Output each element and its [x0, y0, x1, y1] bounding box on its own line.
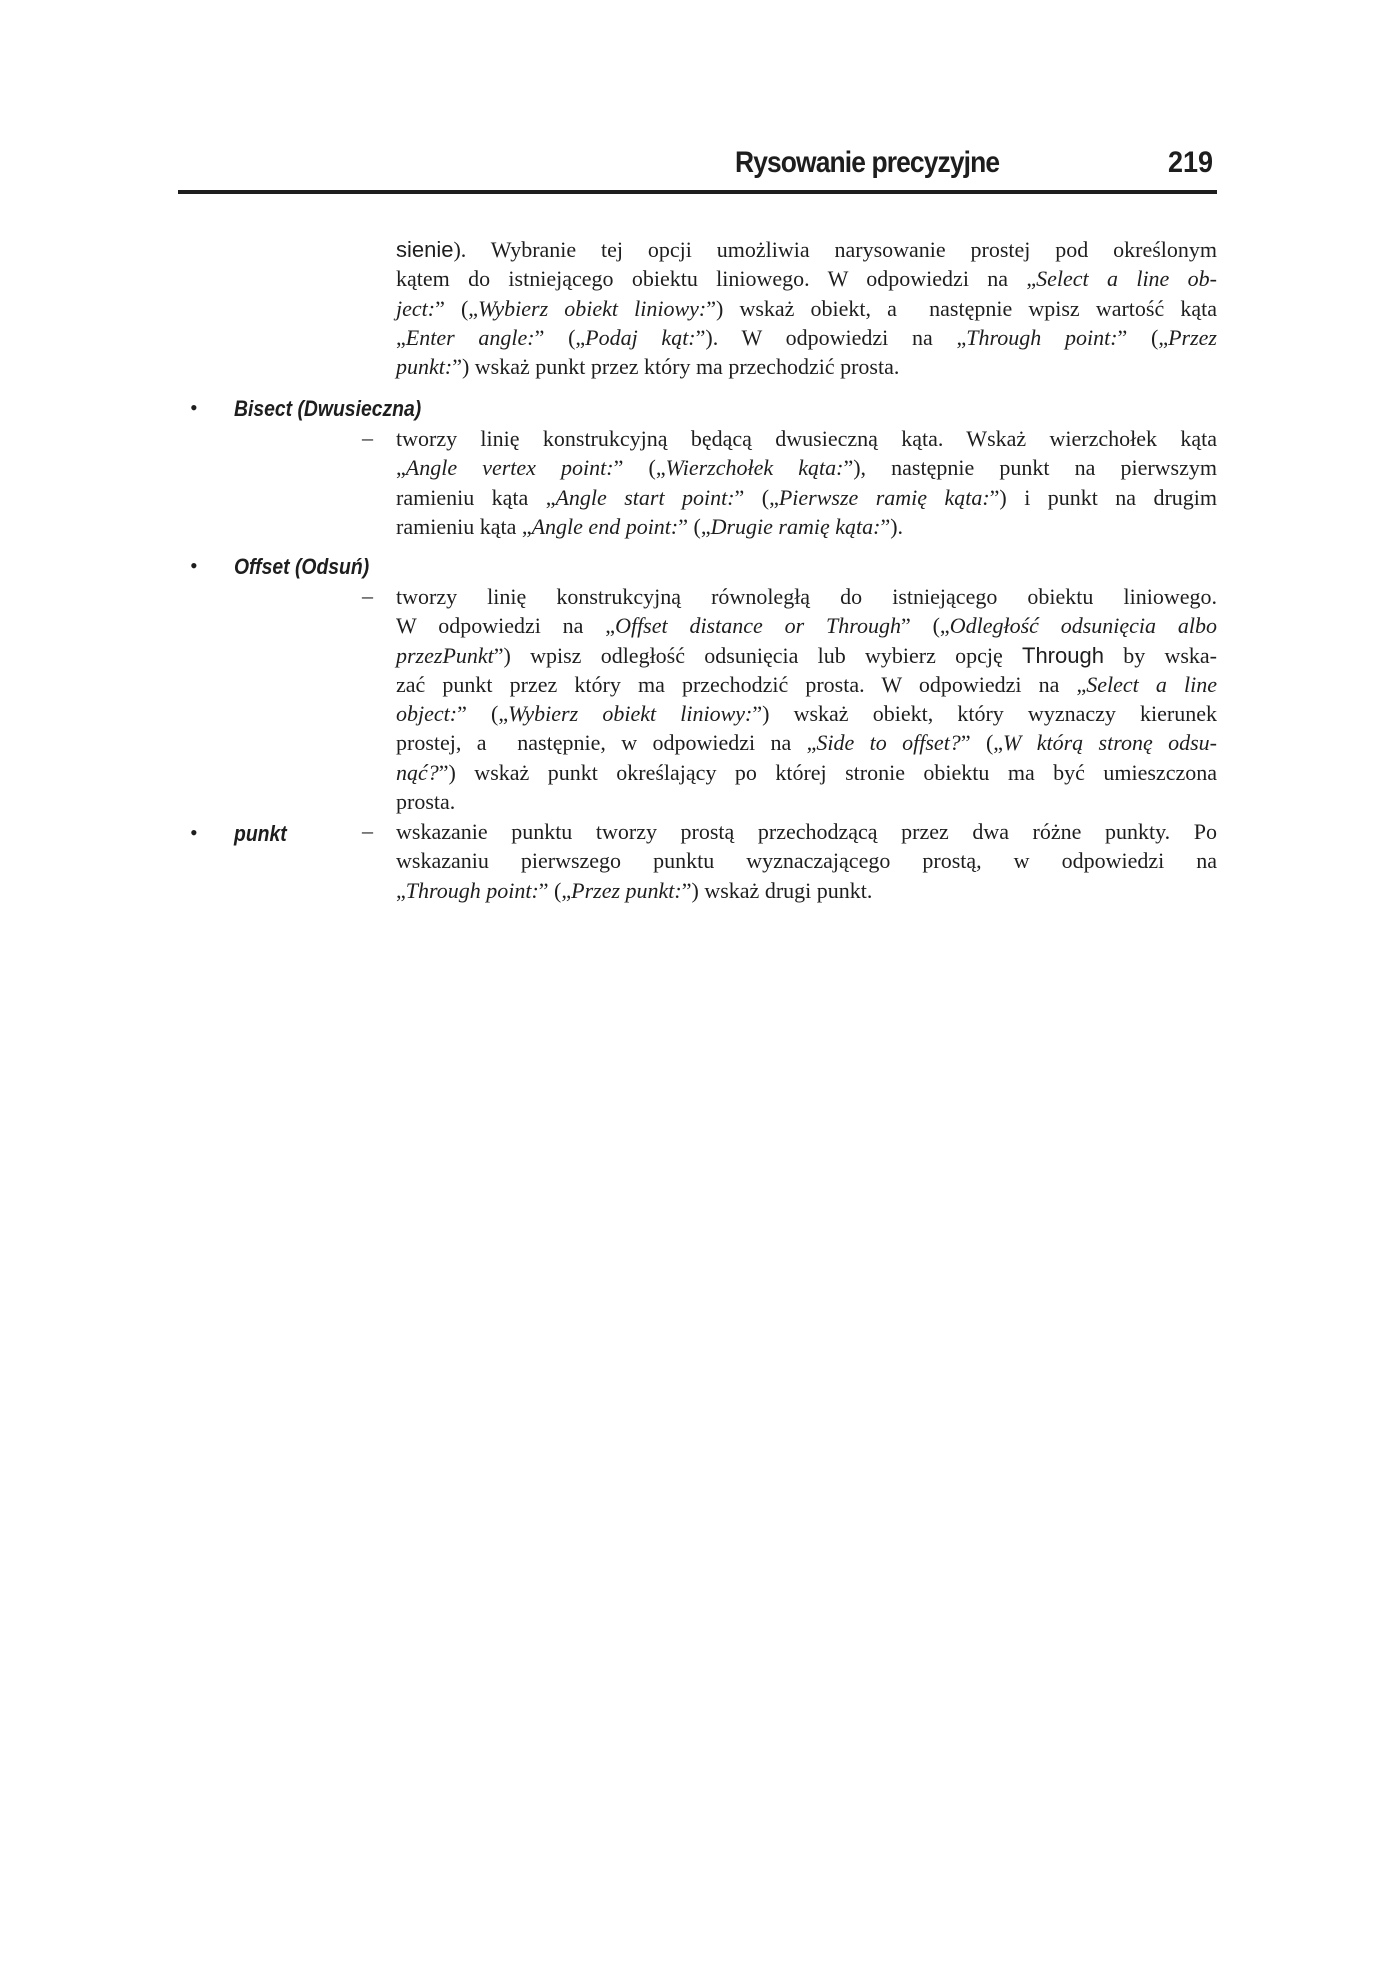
text-run: W odpowiedzi na „	[396, 613, 616, 639]
text-run: ”) wskaż obiekt, który wyznaczy kierunek	[752, 701, 1217, 727]
italic-phrase: Wybierz obiekt liniowy:	[478, 295, 707, 321]
text-run: ”) i punkt na drugim	[989, 484, 1218, 510]
italic-phrase: Through point:	[405, 877, 539, 903]
italic-phrase: Angle vertex point:	[405, 455, 614, 481]
italic-phrase: Przez	[1168, 324, 1217, 350]
text-run: ramieniu kąta „	[396, 484, 556, 510]
text-run: sienie	[396, 237, 454, 262]
text-line	[396, 641, 1217, 670]
text-run: wskazaniu pierwszego punktu wyznaczającego prostą, w odpowiedzi na	[396, 848, 1217, 874]
italic-phrase: Drugie ramię kąta:	[710, 513, 881, 539]
text-run: „	[396, 324, 406, 350]
italic-phrase: Offset distance or Through	[615, 613, 901, 639]
text-run: tworzy linię konstrukcyjną będącą dwusieczną kąta. Wskaż wierzchołek kąta	[396, 426, 1217, 451]
italic-phrase: punkt:	[396, 354, 453, 380]
italic-phrase: Wybierz obiekt liniowy:	[508, 701, 753, 727]
text-line	[396, 728, 1217, 757]
italic-phrase: Przez punkt:	[571, 877, 682, 903]
italic-phrase: W którą stronę odsu-	[1003, 730, 1218, 756]
text-line	[396, 453, 1217, 482]
text-line	[396, 582, 1217, 611]
text-run: ”) wskaż obiekt, a następnie wpisz wartość kąta	[706, 295, 1217, 321]
italic-phrase: Through point:	[966, 324, 1118, 350]
text-run: ” („	[457, 701, 509, 727]
text-run: ” („	[534, 324, 586, 350]
text-line	[396, 483, 1217, 512]
text-run: ” („	[1117, 324, 1169, 350]
text-run: ”) wpisz odległość odsunięcia lub wybierz opcję	[493, 642, 1022, 668]
text-line	[396, 352, 1217, 381]
italic-phrase: Angle start point:	[555, 484, 735, 510]
italic-phrase: Wierzchołek kąta:	[665, 455, 844, 481]
text-run: prosta.	[396, 789, 456, 815]
text-run: tworzy linię konstrukcyjną równoległą do istniejącego obiektu liniowego.	[396, 584, 1217, 609]
page-number: 219	[1167, 146, 1213, 179]
text-run: ” („	[960, 730, 1004, 756]
italic-phrase: Side to offset?	[816, 730, 961, 756]
italic-phrase: Select a line ob-	[1036, 266, 1217, 292]
running-title: Rysowanie precyzyjne	[734, 146, 999, 179]
dash: –	[362, 583, 373, 608]
italic-phrase: Angle end point:	[531, 513, 679, 539]
text-run: wskazanie punktu tworzy prostą przechodzącą przez dwa różne punkty. Po	[396, 819, 1217, 844]
bullet-icon: •	[190, 553, 198, 578]
italic-phrase: Select a line	[1086, 671, 1217, 697]
text-run: kątem do istniejącego obiektu liniowego. W odpowiedzi na „	[396, 266, 1037, 292]
text-run: by wska-	[1103, 642, 1218, 668]
text-line	[396, 846, 1217, 875]
italic-phrase: przezPunkt	[396, 642, 494, 668]
bullet-icon: •	[190, 395, 198, 420]
text-run: „	[396, 877, 406, 903]
definition-bisect	[396, 424, 1217, 541]
text-run: ” („	[538, 877, 572, 903]
text-line	[396, 611, 1217, 640]
text-run: ” („	[734, 484, 779, 510]
text-line	[396, 424, 1217, 453]
bullet-icon: •	[190, 820, 198, 845]
italic-phrase: nąć?	[396, 759, 439, 785]
text-run: ”), następnie punkt na pierwszym	[843, 455, 1217, 481]
text-run: ” („	[435, 295, 479, 321]
text-line	[396, 876, 1217, 905]
text-run: Through	[1022, 642, 1104, 668]
text-line	[396, 817, 1217, 846]
text-run: prostej, a następnie, w odpowiedzi na „	[396, 730, 817, 756]
definition-punkt	[396, 817, 1217, 905]
text-line	[396, 699, 1217, 728]
italic-phrase: Podaj kąt:	[585, 324, 696, 350]
running-header	[178, 140, 1217, 194]
text-line	[396, 670, 1217, 699]
text-line	[396, 758, 1217, 787]
italic-phrase: Odległość odsunięcia albo	[949, 613, 1217, 639]
dash: –	[362, 425, 373, 450]
text-run: ” („	[613, 455, 666, 481]
text-line	[396, 294, 1217, 323]
intro-paragraph	[396, 235, 1217, 381]
term-offset: Offset (Odsuń)	[234, 554, 370, 579]
dash: –	[362, 818, 373, 843]
italic-phrase: ject:	[396, 295, 436, 321]
italic-phrase: object:	[396, 701, 458, 727]
text-run: ”) wskaż punkt przez który ma przechodzić prosta.	[452, 354, 900, 380]
text-line	[396, 264, 1217, 293]
text-run: ”) wskaż drugi punkt.	[681, 877, 873, 903]
text-run: „	[396, 455, 406, 481]
text-run: ”).	[880, 513, 904, 539]
text-run: ). Wybranie tej opcji umożliwia narysowanie prostej pod określonym	[453, 237, 1217, 262]
term-bisect: Bisect (Dwusieczna)	[234, 396, 422, 421]
definition-offset	[396, 582, 1217, 816]
text-run: ”) wskaż punkt określający po której stronie obiektu ma być umieszczona	[438, 759, 1217, 785]
text-line	[396, 323, 1217, 352]
text-run: ”). W odpowiedzi na „	[695, 324, 967, 350]
italic-phrase: Pierwsze ramię kąta:	[778, 484, 990, 510]
text-run: ramieniu kąta „	[396, 513, 532, 539]
text-line	[396, 787, 1217, 816]
text-run: zać punkt przez który ma przechodzić prosta. W odpowiedzi na „	[396, 671, 1087, 697]
text-line	[396, 235, 1217, 264]
italic-phrase: Enter angle:	[405, 324, 535, 350]
text-run: ” („	[900, 613, 950, 639]
term-punkt: punkt	[234, 821, 287, 846]
text-line	[396, 512, 1217, 541]
text-run: ” („	[678, 513, 711, 539]
